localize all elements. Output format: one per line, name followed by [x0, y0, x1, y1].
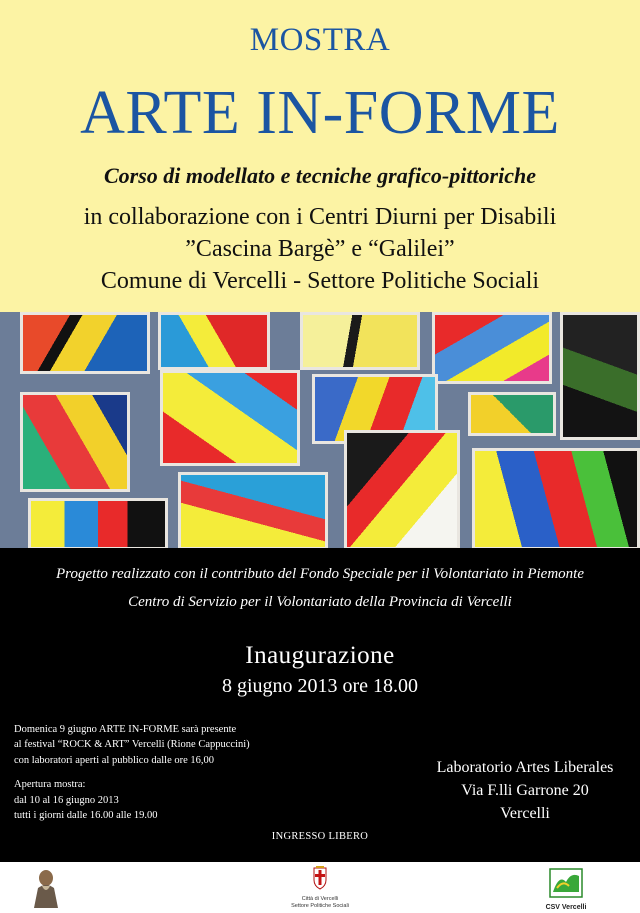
sponsor-footer	[0, 862, 640, 910]
project-line-1: Progetto realizzato con il contributo del Fondo Speciale per il Volontariato in Piemonte	[56, 566, 584, 582]
art-tile	[344, 430, 460, 548]
art-tile	[472, 448, 640, 548]
city-logo	[270, 866, 370, 910]
project-line-2: Centro di Servizio per il Volontariato della Provincia di Vercelli	[128, 594, 512, 610]
art-tile	[468, 392, 556, 436]
inauguration-heading: Inaugurazione	[245, 642, 395, 669]
city-logo-line-2: Settore Politiche Sociali	[291, 903, 349, 909]
csv-logo-label: CSV Vercelli	[545, 904, 587, 911]
art-tile	[300, 312, 420, 370]
art-tile	[560, 312, 640, 440]
opening-line-1: Apertura mostra:	[14, 779, 86, 791]
opening-line-2: dal 10 al 16 giugno 2013	[14, 794, 119, 806]
opening-line-3: tutti i giorni dalle 16.00 alle 19.00	[14, 810, 158, 822]
poster-title: ARTE IN-FORME	[80, 79, 560, 147]
csv-logo	[538, 868, 594, 910]
venue-address: Via F.lli Garrone 20	[461, 782, 589, 799]
collaboration-line-1: in collaborazione con i Centri Diurni per Disabili	[83, 204, 557, 230]
art-tile	[28, 498, 168, 548]
art-tile	[432, 312, 552, 384]
art-tile	[160, 370, 300, 466]
poster-kicker: MOSTRA	[249, 22, 391, 58]
poster-subtitle: Corso di modellato e tecniche grafico-pittoriche	[103, 163, 536, 188]
venue-city: Vercelli	[500, 805, 550, 822]
collaboration-line-3: Comune di Vercelli - Settore Politiche Sociali	[100, 268, 540, 294]
artwork-photo	[0, 312, 640, 548]
event-details	[14, 722, 250, 823]
art-tile	[178, 472, 328, 548]
collaboration-line-2: ”Cascina Bargè” e “Galilei”	[185, 236, 455, 262]
art-tile	[20, 312, 150, 374]
venue-name: Laboratorio Artes Liberales	[436, 759, 614, 776]
festival-line-2: al festival “ROCK & ART” Vercelli (Rione Cappuccini)	[14, 739, 250, 751]
info-panel	[0, 548, 640, 862]
inauguration-date: 8 giugno 2013 ore 18.00	[221, 675, 419, 697]
festival-line-1: Domenica 9 giugno ARTE IN-FORME sarà presente	[14, 724, 237, 735]
statue-logo-icon	[24, 868, 68, 908]
city-crest-icon	[311, 866, 329, 890]
festival-line-3: con laboratori aperti al pubblico dalle ore 16,00	[14, 754, 215, 766]
city-logo-line-1: Città di Vercelli	[301, 896, 339, 902]
free-entry: INGRESSO LIBERO	[271, 831, 369, 842]
poster-header	[0, 0, 640, 312]
csv-logo-icon	[549, 868, 583, 898]
venue-block	[410, 756, 640, 825]
art-tile	[20, 392, 130, 492]
art-tile	[158, 312, 270, 370]
